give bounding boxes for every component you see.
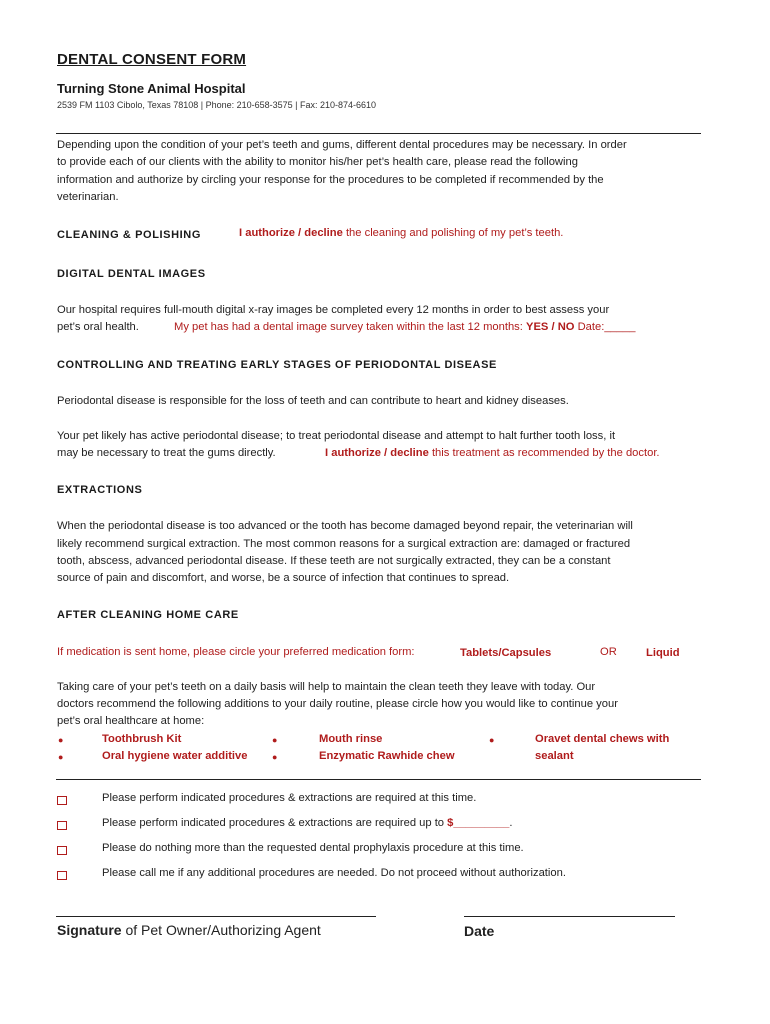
intro-line-1: Depending upon the condition of your pet’s teeth and gums, different dental procedures may be necessary. In order	[57, 139, 627, 151]
bullet-icon: ●	[489, 735, 495, 745]
options-divider	[56, 779, 701, 780]
periodontal-heading: CONTROLLING AND TREATING EARLY STAGES OF PERIODONTAL DISEASE	[57, 359, 497, 371]
intro-line-2: to provide each of our clients with the ability to monitor his/her pet’s health care, please read the following	[57, 156, 578, 168]
signature-label	[57, 922, 321, 938]
perform-up-to-text: Please perform indicated procedures & extractions are required up to	[102, 817, 445, 829]
periodontal-para-2-line-1: Your pet likely has active periodontal disease; to treat periodontal disease and attempt to halt further tooth loss, it	[57, 430, 616, 442]
periodontal-consent	[325, 447, 660, 459]
checkbox-prophylaxis-only[interactable]	[57, 846, 67, 855]
form-title: DENTAL CONSENT FORM	[57, 51, 247, 68]
hospital-name: Turning Stone Animal Hospital	[57, 81, 246, 96]
signature-line[interactable]	[56, 916, 376, 917]
care-option-rawhide-chew[interactable]: Enzymatic Rawhide chew	[319, 750, 455, 762]
medication-option-liquid[interactable]: Liquid	[646, 647, 680, 659]
periodontal-consent-text: this treatment as recommended by the doctor.	[431, 447, 660, 459]
digital-survey-question	[174, 321, 635, 333]
care-option-oravet-sealant[interactable]: sealant	[535, 750, 574, 762]
hospital-address: 2539 FM 1103 Cibolo, Texas 78108 | Phone: 210-658-3575 | Fax: 210-874-6610	[57, 100, 377, 110]
home-care-heading: AFTER CLEANING HOME CARE	[57, 609, 239, 621]
extractions-line-3: tooth, abscess, advanced periodontal disease. If these teeth are not surgically extracted, they can be a constant	[57, 555, 611, 567]
bullet-icon: ●	[58, 735, 64, 745]
care-option-toothbrush-kit[interactable]: Toothbrush Kit	[102, 733, 182, 745]
bullet-icon: ●	[272, 735, 278, 745]
cleaning-authorize-decline[interactable]: I authorize / decline	[239, 227, 343, 239]
digital-line-1: Our hospital requires full-mouth digital x-ray images be completed every 12 months in order to best assess your	[57, 304, 610, 316]
periodontal-para-2-line-2: may be necessary to treat the gums directly.	[57, 447, 276, 459]
care-option-water-additive[interactable]: Oral hygiene water additive	[102, 750, 248, 762]
digital-images-heading: DIGITAL DENTAL IMAGES	[57, 268, 206, 280]
amount-period: .	[509, 817, 513, 829]
date-label: Date	[464, 923, 495, 939]
medication-option-tablets[interactable]: Tablets/Capsules	[460, 647, 552, 659]
header-divider	[56, 133, 701, 134]
cleaning-consent-text: the cleaning and polishing of my pet’s teeth.	[345, 227, 564, 239]
checkbox-perform-up-to-label	[102, 817, 512, 829]
digital-survey-text: My pet has had a dental image survey taken within the last 12 months:	[174, 321, 523, 333]
cleaning-consent	[239, 227, 563, 239]
checkbox-prophylaxis-only-label: Please do nothing more than the requested dental prophylaxis procedure at this time.	[102, 842, 524, 854]
signature-label-bold: Signature	[57, 922, 122, 938]
digital-line-2-start: pet’s oral health.	[57, 321, 139, 333]
extractions-heading: EXTRACTIONS	[57, 484, 143, 496]
intro-line-4: veterinarian.	[57, 191, 119, 203]
cleaning-heading: CLEANING & POLISHING	[57, 229, 202, 241]
care-option-mouth-rinse[interactable]: Mouth rinse	[319, 733, 383, 745]
digital-yes-no[interactable]: YES / NO	[525, 321, 575, 333]
periodontal-para-1: Periodontal disease is responsible for the loss of teeth and can contribute to heart and kidney diseases.	[57, 395, 569, 407]
intro-line-3: information and authorize by circling your response for the procedures to be completed if recommended by the	[57, 174, 604, 186]
checkbox-perform-now-label: Please perform indicated procedures & extractions are required at this time.	[102, 792, 477, 804]
checkbox-perform-up-to[interactable]	[57, 821, 67, 830]
home-care-line-1: Taking care of your pet’s teeth on a daily basis will help to maintain the clean teeth they leave with today. Our	[57, 681, 596, 693]
periodontal-authorize-decline[interactable]: I authorize / decline	[325, 447, 429, 459]
digital-date-field[interactable]: Date:_____	[577, 321, 636, 333]
bullet-icon: ●	[272, 752, 278, 762]
date-line[interactable]	[464, 916, 675, 917]
signature-label-rest: of Pet Owner/Authorizing Agent	[125, 922, 321, 938]
extractions-line-4: source of pain and discomfort, and worse, be a source of infection that continues to spread.	[57, 572, 510, 584]
home-care-line-2: doctors recommend the following additions to your daily routine, please circle how you would like to continue your	[57, 698, 618, 710]
amount-field[interactable]: $_________	[447, 817, 510, 829]
medication-or: OR	[600, 646, 617, 658]
checkbox-call-me-label: Please call me if any additional procedures are needed. Do not proceed without authorization.	[102, 867, 566, 879]
care-option-oravet-chews[interactable]: Oravet dental chews with	[535, 733, 670, 745]
medication-prompt: If medication is sent home, please circle your preferred medication form:	[57, 646, 415, 658]
extractions-line-2: likely recommend surgical extraction. The most common reasons for a surgical extraction are: damaged or fractured	[57, 538, 631, 550]
home-care-line-3: pet’s oral healthcare at home:	[57, 715, 205, 727]
bullet-icon: ●	[58, 752, 64, 762]
checkbox-perform-now[interactable]	[57, 796, 67, 805]
checkbox-call-me[interactable]	[57, 871, 67, 880]
extractions-line-1: When the periodontal disease is too advanced or the tooth has become damaged beyond repair, the veterinarian will	[57, 520, 633, 532]
